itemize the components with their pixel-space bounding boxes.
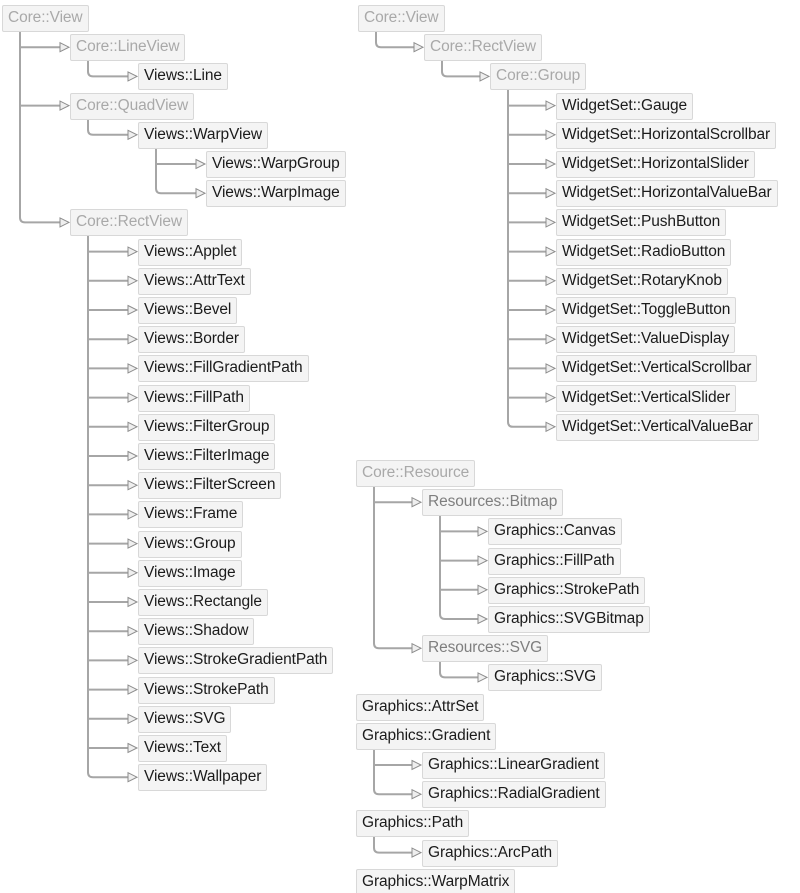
node-views-bevel: Views::Bevel	[138, 297, 237, 324]
node-views-fillpath: Views::FillPath	[138, 385, 250, 412]
node-views-line: Views::Line	[138, 63, 228, 90]
arrow-icon	[128, 656, 137, 665]
arrow-icon	[412, 761, 421, 770]
node-resources-svg: Resources::SVG	[422, 635, 548, 662]
node-widgetset-horizontalslider: WidgetSet::HorizontalSlider	[556, 151, 755, 178]
node-graphics-fillpath: Graphics::FillPath	[488, 548, 621, 575]
arrow-icon	[128, 627, 137, 636]
arrow-icon	[412, 790, 421, 799]
arrow-icon	[128, 568, 137, 577]
arrow-icon	[128, 276, 137, 285]
node-graphics-warpmatrix: Graphics::WarpMatrix	[356, 869, 515, 893]
arrow-icon	[60, 218, 69, 227]
node-widgetset-rotaryknob: WidgetSet::RotaryKnob	[556, 268, 728, 295]
node-resources-bitmap: Resources::Bitmap	[422, 489, 563, 516]
arrow-icon	[546, 160, 555, 169]
node-views-filtergroup: Views::FilterGroup	[138, 414, 275, 441]
node-graphics-svgbitmap: Graphics::SVGBitmap	[488, 606, 650, 633]
node-widgetset-radiobutton: WidgetSet::RadioButton	[556, 239, 731, 266]
node-widgetset-verticalscrollbar: WidgetSet::VerticalScrollbar	[556, 355, 757, 382]
arrow-icon	[480, 72, 489, 81]
arrow-icon	[128, 685, 137, 694]
arrow-icon	[546, 130, 555, 139]
connector-line	[440, 515, 478, 619]
node-widgetset-pushbutton: WidgetSet::PushButton	[556, 209, 726, 236]
connector-line	[508, 89, 546, 426]
arrow-icon	[196, 160, 205, 169]
node-graphics-attrset: Graphics::AttrSet	[356, 694, 484, 721]
node-views-attrtext: Views::AttrText	[138, 268, 251, 295]
arrow-icon	[478, 673, 487, 682]
node-views-filterscreen: Views::FilterScreen	[138, 472, 281, 499]
node-core-view: Core::View	[2, 5, 89, 32]
arrow-icon	[412, 644, 421, 653]
arrow-icon	[196, 189, 205, 198]
connector-line	[88, 60, 128, 76]
node-core-resource: Core::Resource	[356, 460, 475, 487]
connector-line	[374, 749, 412, 794]
node-widgetset-valuedisplay: WidgetSet::ValueDisplay	[556, 326, 735, 353]
connector-line	[374, 486, 412, 648]
arrow-icon	[414, 43, 423, 52]
node-core-lineview: Core::LineView	[70, 34, 185, 61]
arrow-icon	[128, 364, 137, 373]
arrow-icon	[128, 72, 137, 81]
arrow-icon	[478, 615, 487, 624]
node-views-applet: Views::Applet	[138, 239, 242, 266]
node-graphics-arcpath: Graphics::ArcPath	[422, 840, 558, 867]
node-views-wallpaper: Views::Wallpaper	[138, 764, 267, 791]
arrow-icon	[546, 101, 555, 110]
arrow-icon	[128, 335, 137, 344]
arrow-icon	[128, 598, 137, 607]
connector-line	[88, 235, 128, 777]
node-views-warpgroup: Views::WarpGroup	[206, 151, 346, 178]
arrow-icon	[546, 218, 555, 227]
arrow-icon	[412, 848, 421, 857]
node-core-rectview: Core::RectView	[424, 34, 542, 61]
node-views-text: Views::Text	[138, 735, 227, 762]
arrow-icon	[546, 335, 555, 344]
arrow-icon	[128, 481, 137, 490]
connector-line	[156, 148, 196, 193]
node-core-rectview: Core::RectView	[70, 209, 188, 236]
node-graphics-canvas: Graphics::Canvas	[488, 518, 622, 545]
connector-line	[440, 661, 478, 677]
node-views-strokepath: Views::StrokePath	[138, 677, 275, 704]
node-widgetset-verticalslider: WidgetSet::VerticalSlider	[556, 385, 736, 412]
node-core-view: Core::View	[358, 5, 445, 32]
node-views-svg: Views::SVG	[138, 706, 231, 733]
arrow-icon	[478, 556, 487, 565]
arrow-icon	[546, 422, 555, 431]
arrow-icon	[128, 393, 137, 402]
arrow-icon	[546, 306, 555, 315]
connector-line	[442, 60, 480, 76]
node-widgetset-togglebutton: WidgetSet::ToggleButton	[556, 297, 736, 324]
node-views-warpview: Views::WarpView	[138, 122, 268, 149]
arrow-icon	[128, 744, 137, 753]
node-views-filterimage: Views::FilterImage	[138, 443, 275, 470]
node-graphics-strokepath: Graphics::StrokePath	[488, 577, 645, 604]
arrow-icon	[128, 306, 137, 315]
node-views-shadow: Views::Shadow	[138, 618, 254, 645]
node-views-warpimage: Views::WarpImage	[206, 180, 346, 207]
node-views-image: Views::Image	[138, 560, 242, 587]
arrow-icon	[128, 422, 137, 431]
arrow-icon	[128, 714, 137, 723]
arrow-icon	[60, 43, 69, 52]
arrow-icon	[478, 585, 487, 594]
node-widgetset-horizontalscrollbar: WidgetSet::HorizontalScrollbar	[556, 122, 776, 149]
connector-line	[20, 31, 60, 222]
node-core-quadview: Core::QuadView	[70, 93, 194, 120]
arrow-icon	[412, 498, 421, 507]
node-widgetset-horizontalvaluebar: WidgetSet::HorizontalValueBar	[556, 180, 778, 207]
arrow-icon	[128, 452, 137, 461]
arrow-icon	[546, 393, 555, 402]
node-views-fillgradientpath: Views::FillGradientPath	[138, 355, 309, 382]
node-graphics-svg: Graphics::SVG	[488, 664, 602, 691]
node-views-group: Views::Group	[138, 531, 242, 558]
node-views-border: Views::Border	[138, 326, 245, 353]
arrow-icon	[546, 364, 555, 373]
arrow-icon	[546, 276, 555, 285]
node-views-strokegradientpath: Views::StrokeGradientPath	[138, 647, 333, 674]
node-views-frame: Views::Frame	[138, 501, 243, 528]
arrow-icon	[546, 247, 555, 256]
connector-line	[374, 836, 412, 852]
arrow-icon	[128, 510, 137, 519]
arrow-icon	[128, 773, 137, 782]
node-graphics-path: Graphics::Path	[356, 810, 469, 837]
node-graphics-radialgradient: Graphics::RadialGradient	[422, 781, 606, 808]
node-graphics-gradient: Graphics::Gradient	[356, 723, 496, 750]
arrow-icon	[128, 130, 137, 139]
node-views-rectangle: Views::Rectangle	[138, 589, 268, 616]
connector-line	[88, 119, 128, 135]
arrow-icon	[478, 527, 487, 536]
node-widgetset-gauge: WidgetSet::Gauge	[556, 93, 693, 120]
arrow-icon	[128, 539, 137, 548]
node-graphics-lineargradient: Graphics::LinearGradient	[422, 752, 605, 779]
node-widgetset-verticalvaluebar: WidgetSet::VerticalValueBar	[556, 414, 759, 441]
arrow-icon	[128, 247, 137, 256]
connector-line	[376, 31, 414, 47]
arrow-icon	[546, 189, 555, 198]
arrow-icon	[60, 101, 69, 110]
node-core-group: Core::Group	[490, 63, 586, 90]
